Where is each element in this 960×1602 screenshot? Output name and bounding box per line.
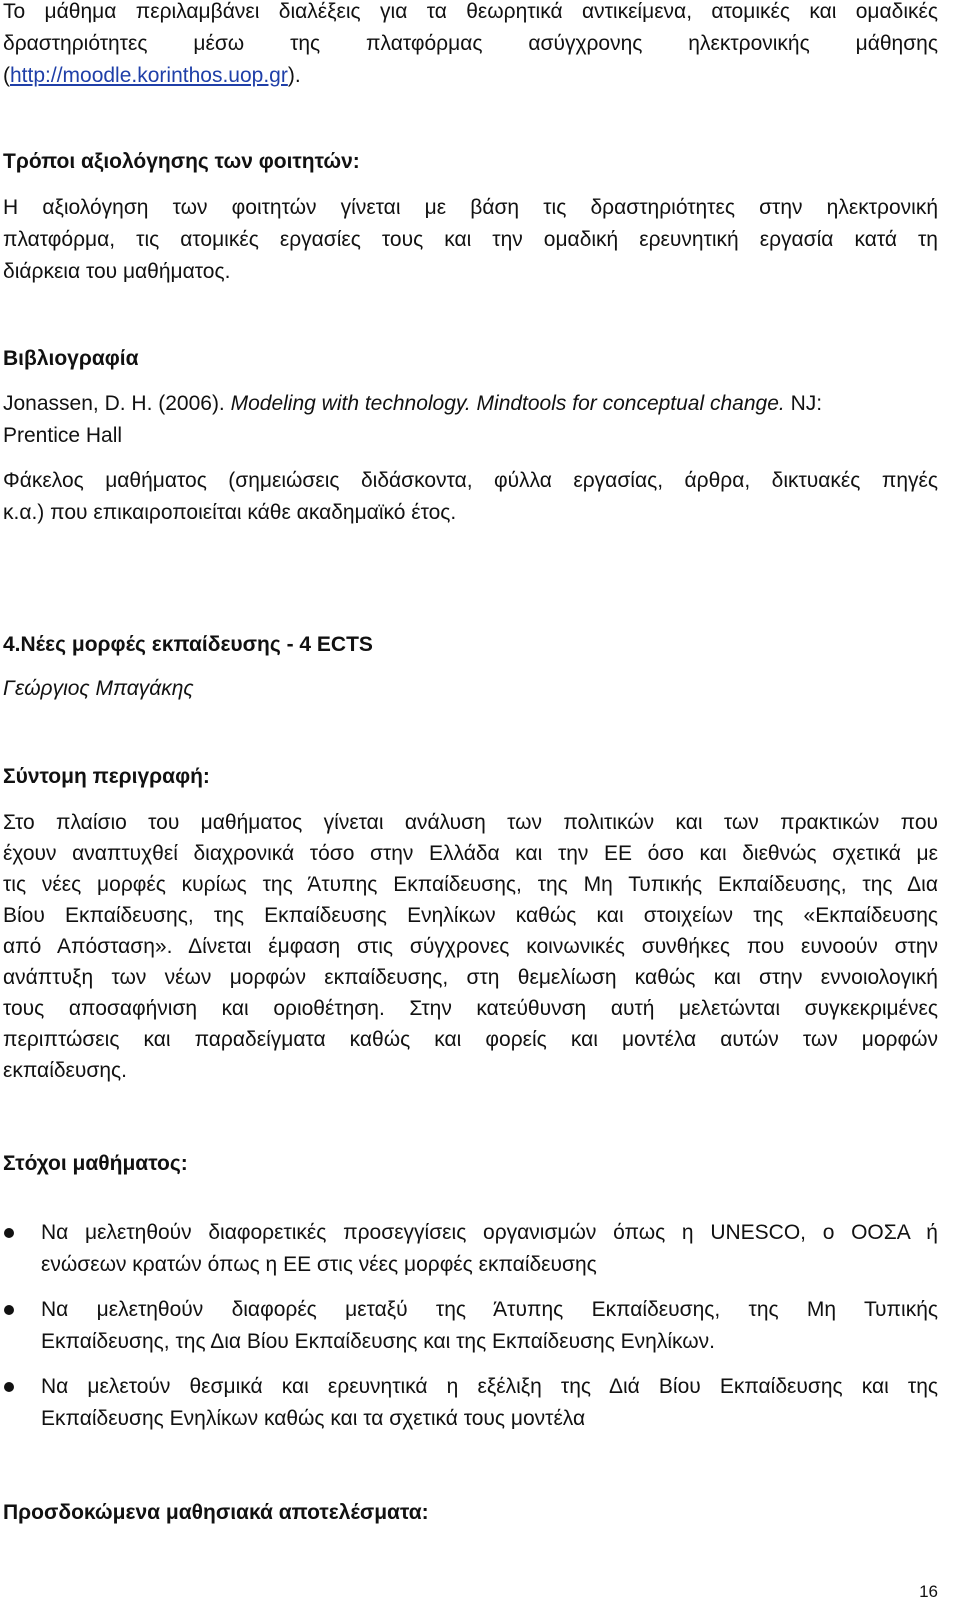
outcomes-heading: Προσδοκώμενα μαθησιακά αποτελέσματα:	[3, 1501, 429, 1524]
reference-2-line-1: Φάκελος μαθήματος (σημειώσεις διδάσκοντα, φύλλα εργασίας, άρθρα, δικτυακές πηγές	[3, 469, 938, 492]
description-line: εκπαίδευσης.	[3, 1059, 127, 1082]
bullet-icon	[4, 1228, 14, 1238]
description-line: Βίου Εκπαίδευσης, της Εκπαίδευσης Ενηλίκων καθώς και στοιχείων της «Εκπαίδευσης	[3, 904, 938, 927]
reference-1-title: Modeling with technology. Mindtools for conceptual change.	[230, 392, 785, 415]
reference-2-line-2: κ.α.) που επικαιροποιείται κάθε ακαδημαϊκό έτος.	[3, 501, 457, 524]
intro-line-2: δραστηριότητες μέσω της πλατφόρμας ασύγχρονης ηλεκτρονικής μάθησης	[3, 32, 938, 55]
assessment-heading: Τρόποι αξιολόγησης των φοιτητών:	[3, 150, 360, 173]
bibliography-heading: Βιβλιογραφία	[3, 347, 139, 370]
assessment-line-2: πλατφόρμα, τις ατομικές εργασίες τους και την ομαδική ερευνητική εργασία κατά τη	[3, 228, 938, 251]
goal-item-2-line-2: Εκπαίδευσης, της Δια Βίου Εκπαίδευσης και της Εκπαίδευσης Ενηλίκων.	[41, 1330, 715, 1353]
moodle-link[interactable]: http://moodle.korinthos.uop.gr	[10, 64, 288, 87]
goal-item-3-line-2: Εκπαίδευσης Ενηλίκων καθώς και τα σχετικά τους μοντέλα	[41, 1407, 586, 1430]
course-instructor: Γεώργιος Μπαγάκης	[3, 677, 194, 700]
description-line: τους αποσαφήνιση και οριοθέτηση. Στην κατεύθυνση αυτή μελετώνται συγκεκριμένες	[3, 997, 938, 1020]
assessment-line-3: διάρκεια του μαθήματος.	[3, 260, 231, 283]
reference-1-publisher-start: NJ:	[784, 392, 823, 415]
bullet-icon	[4, 1382, 14, 1392]
intro-paren-close: ).	[287, 64, 301, 87]
intro-line-3	[3, 60, 938, 92]
intro-line-1: Το μάθημα περιλαμβάνει διαλέξεις για τα θεωρητικά αντικείμενα, ατομικές και ομαδικές	[3, 0, 938, 23]
goal-item-1-line-2: ενώσεων κρατών όπως η ΕΕ στις νέες μορφές εκπαίδευσης	[41, 1253, 597, 1276]
bullet-icon	[4, 1305, 14, 1315]
goal-item-3-line-1: Να μελετούν θεσμικά και ερευνητικά η εξέλιξη της Διά Βίου Εκπαίδευσης και της	[41, 1375, 938, 1398]
reference-1-line-2	[3, 420, 938, 452]
assessment-line-1: Η αξιολόγηση των φοιτητών γίνεται με βάση τις δραστηριότητες στην ηλεκτρονική	[3, 196, 938, 219]
reference-1-publisher: Prentice Hall	[3, 424, 123, 447]
intro-paren-open: (	[3, 64, 10, 87]
description-line: από Απόσταση». Δίνεται έμφαση στις σύγχρονες κοινωνικές συνθήκες που ευνοούν στην	[3, 935, 938, 958]
description-line: Στο πλαίσιο του μαθήματος γίνεται ανάλυση των πολιτικών και των πρακτικών που	[3, 811, 938, 834]
reference-1-author: Jonassen, D. H. (2006).	[3, 392, 231, 415]
description-line: ανάπτυξη των νέων μορφών εκπαίδευσης, στη θεμελίωση καθώς και στην εννοιολογική	[3, 966, 938, 989]
description-line: έχουν αναπτυχθεί διαχρονικά τόσο στην Ελλάδα και την ΕΕ όσο και διεθνώς σχετικά με	[3, 842, 938, 865]
goals-heading: Στόχοι μαθήματος:	[3, 1152, 188, 1175]
page-number: 16	[919, 1582, 938, 1601]
description-heading: Σύντομη περιγραφή:	[3, 765, 210, 788]
description-line: τις νέες μορφές κυρίως της Άτυπης Εκπαίδευσης, της Μη Τυπικής Εκπαίδευσης, της Δια	[3, 873, 938, 896]
reference-1-line-1	[3, 388, 938, 420]
goal-item-2-line-1: Να μελετηθούν διαφορές μεταξύ της Άτυπης Εκπαίδευσης, της Μη Τυπικής	[41, 1298, 938, 1321]
goal-item-1-line-1: Να μελετηθούν διαφορετικές προσεγγίσεις οργανισμών όπως η UNESCO, ο ΟΟΣΑ ή	[41, 1221, 938, 1244]
course-title: 4.Νέες μορφές εκπαίδευσης - 4 ECTS	[3, 633, 373, 656]
description-line: περιπτώσεις και παραδείγματα καθώς και φορείς και μοντέλα αυτών των μορφών	[3, 1028, 938, 1051]
